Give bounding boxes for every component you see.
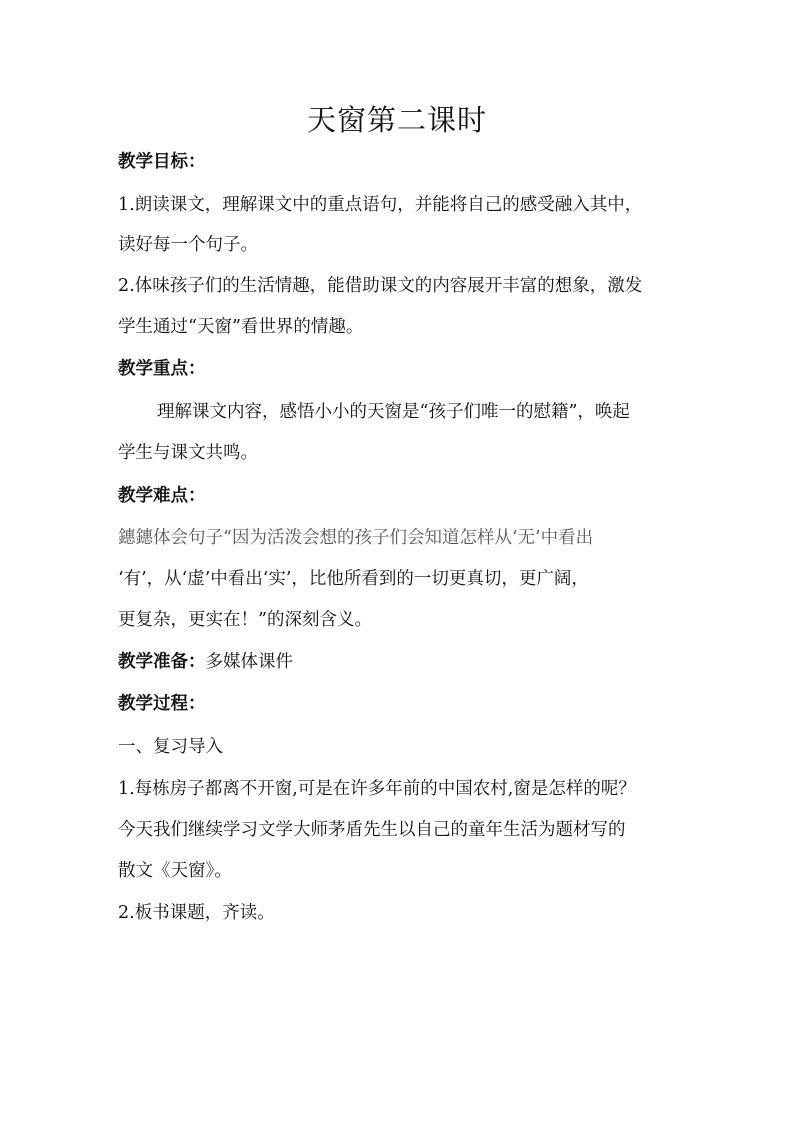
preparation-value: 多媒体课件 — [205, 652, 293, 672]
preparation-heading: 教学准备： — [118, 652, 206, 672]
objective-2-line-1: 2.体味孩子们的生活情趣，能借助课文的内容展开丰富的想象，激发 — [118, 276, 643, 296]
preparation-row — [118, 648, 683, 673]
process-step-1-line-3: 散文《天窗》。 — [118, 861, 232, 881]
process-heading: 教学过程： — [118, 694, 206, 714]
difficulties-line-1: 鏸鏸体会句子“因为活泼会想的孩子们会知道怎样从‘无’中看出 — [118, 528, 594, 548]
objectives-heading: 教学目标： — [118, 152, 206, 172]
difficulties-heading: 教学难点： — [118, 486, 206, 506]
difficulties-line-2: ‘有’，从‘虚’中看出‘实’，比他所看到的一切更真切，更广阔， — [118, 569, 589, 589]
objective-1-line-2: 读好每一个句子。 — [118, 235, 258, 255]
objective-2-line-2: 学生通过“天窗”看世界的情趣。 — [118, 317, 364, 337]
process-step-1-line-2: 今天我们继续学习文学大师茅盾先生以自己的童年生活为题材写的 — [118, 820, 626, 840]
process-step-2: 2.板书课题，齐读。 — [118, 903, 275, 923]
objective-1-line-1: 1.朗读课文，理解课文中的重点语句，并能将自己的感受融入其中， — [118, 195, 643, 215]
process-step-1-line-1: 1.每栋房子都离不开窗,可是在许多年前的中国农村,窗是怎样的呢？ — [118, 779, 636, 799]
page-title: 天窗第二课时 — [306, 103, 487, 137]
difficulties-line-3: 更复杂，更实在！”的深刻含义。 — [118, 610, 372, 630]
key-points-line-2: 学生与课文共鸣。 — [118, 443, 258, 463]
key-points-heading: 教学重点： — [118, 359, 206, 379]
process-section-1: 一、复习导入 — [118, 737, 223, 757]
key-points-line-1: 理解课文内容，感悟小小的天窗是“孩子们唯一的慰籍”，唤起 — [157, 402, 630, 422]
